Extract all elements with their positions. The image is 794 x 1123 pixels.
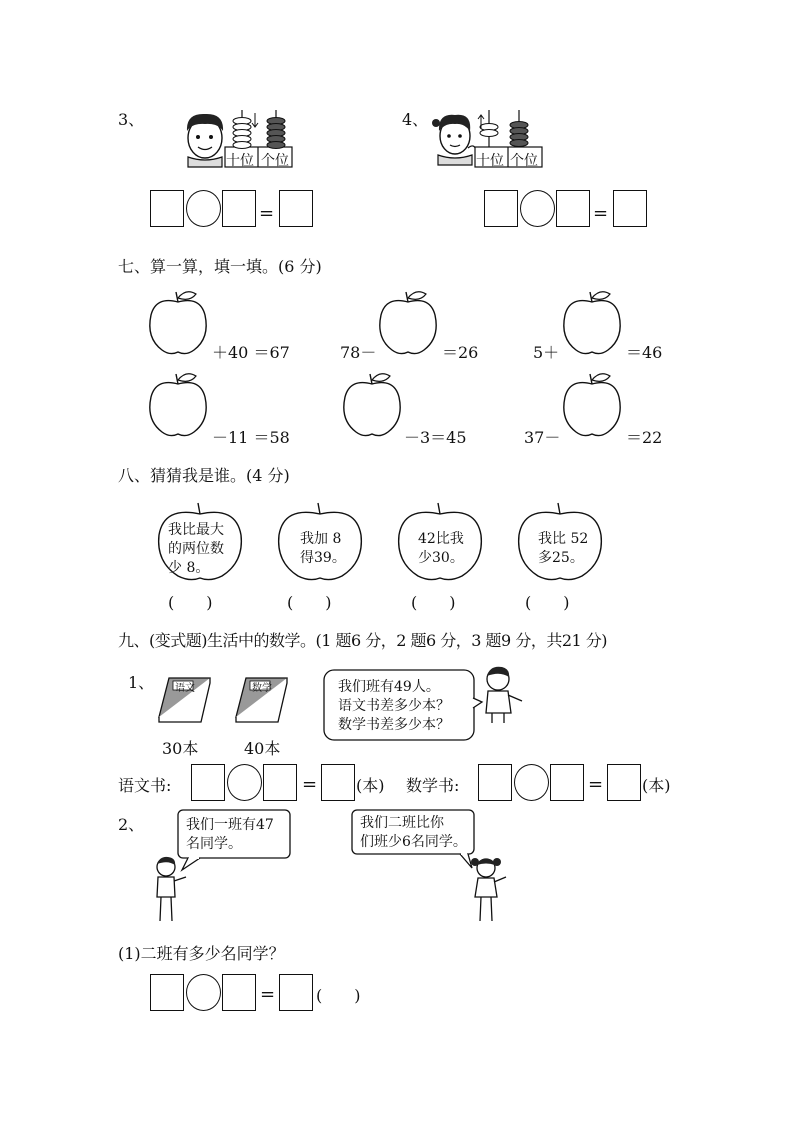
apple-icon xyxy=(148,290,210,358)
section-9-title: 九、(变式题)生活中的数学。(1 题6 分，2 题6 分，3 题9 分，共21 分) xyxy=(118,631,608,650)
bubble-line: 名同学。 xyxy=(186,836,242,852)
answer-box[interactable] xyxy=(478,764,512,801)
bubble-line: 数学书差多少本？ xyxy=(338,717,450,733)
answer-box[interactable] xyxy=(222,974,256,1011)
subquestion-1: (1)二班有多少名同学？ xyxy=(118,944,285,963)
unit-label: (本) xyxy=(356,776,385,795)
question-2-number: 2、 xyxy=(118,815,145,834)
answer-blank[interactable]: ( ) xyxy=(411,593,456,612)
answer-blank[interactable]: ( ) xyxy=(287,593,332,612)
operator-circle[interactable] xyxy=(227,764,262,801)
answer-box[interactable] xyxy=(321,764,355,801)
answer-box[interactable] xyxy=(150,190,184,227)
equation-prefix: 5＋ xyxy=(533,343,560,362)
book-cover-label: 数学 xyxy=(252,683,272,694)
bubble-line: 们班少6名同学。 xyxy=(360,834,467,850)
boy-figure-icon xyxy=(148,855,193,925)
ones-label: 个位 xyxy=(510,153,538,169)
equation-suffix: ＝46 xyxy=(626,343,663,362)
answer-box[interactable] xyxy=(263,764,297,801)
book-count: 30本 xyxy=(162,739,199,758)
answer-box[interactable] xyxy=(556,190,590,227)
riddle-line: 我比 52 xyxy=(538,531,589,547)
book-count: 40本 xyxy=(244,739,281,758)
operator-circle[interactable] xyxy=(520,190,555,227)
bubble-line: 我们班有49人。 xyxy=(338,679,440,695)
apple-icon xyxy=(148,372,210,440)
riddle-line: 得39。 xyxy=(300,550,346,566)
tens-label: 十位 xyxy=(476,153,504,169)
boy-figure-icon xyxy=(478,665,528,725)
answer-box[interactable] xyxy=(191,764,225,801)
answer-box[interactable] xyxy=(279,974,313,1011)
answer-box[interactable] xyxy=(607,764,641,801)
operator-circle[interactable] xyxy=(514,764,549,801)
answer-box[interactable] xyxy=(222,190,256,227)
equation-prefix: 78－ xyxy=(340,343,377,362)
equation-suffix: ＝26 xyxy=(442,343,479,362)
bubble-line: 我们二班比你 xyxy=(360,815,444,831)
answer-blank[interactable]: ( ) xyxy=(168,593,213,612)
riddle-line: 少30。 xyxy=(418,550,464,566)
riddle-line: 我比最大 xyxy=(168,522,224,538)
ones-label: 个位 xyxy=(261,153,289,169)
equation-suffix: ＝22 xyxy=(626,428,663,447)
question-1-number: 1、 xyxy=(128,673,155,692)
answer-box[interactable] xyxy=(550,764,584,801)
riddle-line: 少 8。 xyxy=(168,560,210,576)
bubble-line: 语文书差多少本？ xyxy=(338,698,450,714)
tens-label: 十位 xyxy=(226,153,254,169)
answer-blank[interactable]: ( ) xyxy=(316,986,361,1005)
riddle-line: 的两位数 xyxy=(168,541,224,557)
equals-sign: = xyxy=(588,774,604,795)
apple-icon xyxy=(378,290,440,358)
answer-box[interactable] xyxy=(150,974,184,1011)
riddle-line: 我加 8 xyxy=(300,531,342,547)
question-4-number: 4、 xyxy=(402,110,429,129)
answer-box[interactable] xyxy=(279,190,313,227)
book-cover-label: 语文 xyxy=(175,683,195,694)
apple-icon xyxy=(562,290,624,358)
row-label-chinese: 语文书: xyxy=(118,776,172,795)
operator-circle[interactable] xyxy=(186,190,221,227)
equation-suffix: －3＝45 xyxy=(404,428,467,447)
apple-icon xyxy=(342,372,404,440)
equation-prefix: 37－ xyxy=(524,428,561,447)
equals-sign: = xyxy=(593,203,609,224)
equals-sign: = xyxy=(302,774,318,795)
unit-label: (本) xyxy=(642,776,671,795)
equals-sign: = xyxy=(260,984,276,1005)
bubble-line: 我们一班有47 xyxy=(186,817,274,833)
equation-suffix: －11 ＝58 xyxy=(212,428,290,447)
answer-blank[interactable]: ( ) xyxy=(525,593,570,612)
apple-icon xyxy=(562,372,624,440)
question-3-number: 3、 xyxy=(118,110,145,129)
answer-box[interactable] xyxy=(484,190,518,227)
section-7-title: 七、算一算，填一填。(6 分) xyxy=(118,257,322,276)
equation-suffix: ＋40 ＝67 xyxy=(212,343,290,362)
equals-sign: = xyxy=(259,203,275,224)
answer-box[interactable] xyxy=(613,190,647,227)
girl-figure-icon xyxy=(466,855,511,925)
row-label-math: 数学书: xyxy=(406,776,460,795)
section-8-title: 八、猜猜我是谁。(4 分) xyxy=(118,466,290,485)
riddle-line: 42比我 xyxy=(418,531,464,547)
riddle-line: 多25。 xyxy=(538,550,584,566)
operator-circle[interactable] xyxy=(186,974,221,1011)
